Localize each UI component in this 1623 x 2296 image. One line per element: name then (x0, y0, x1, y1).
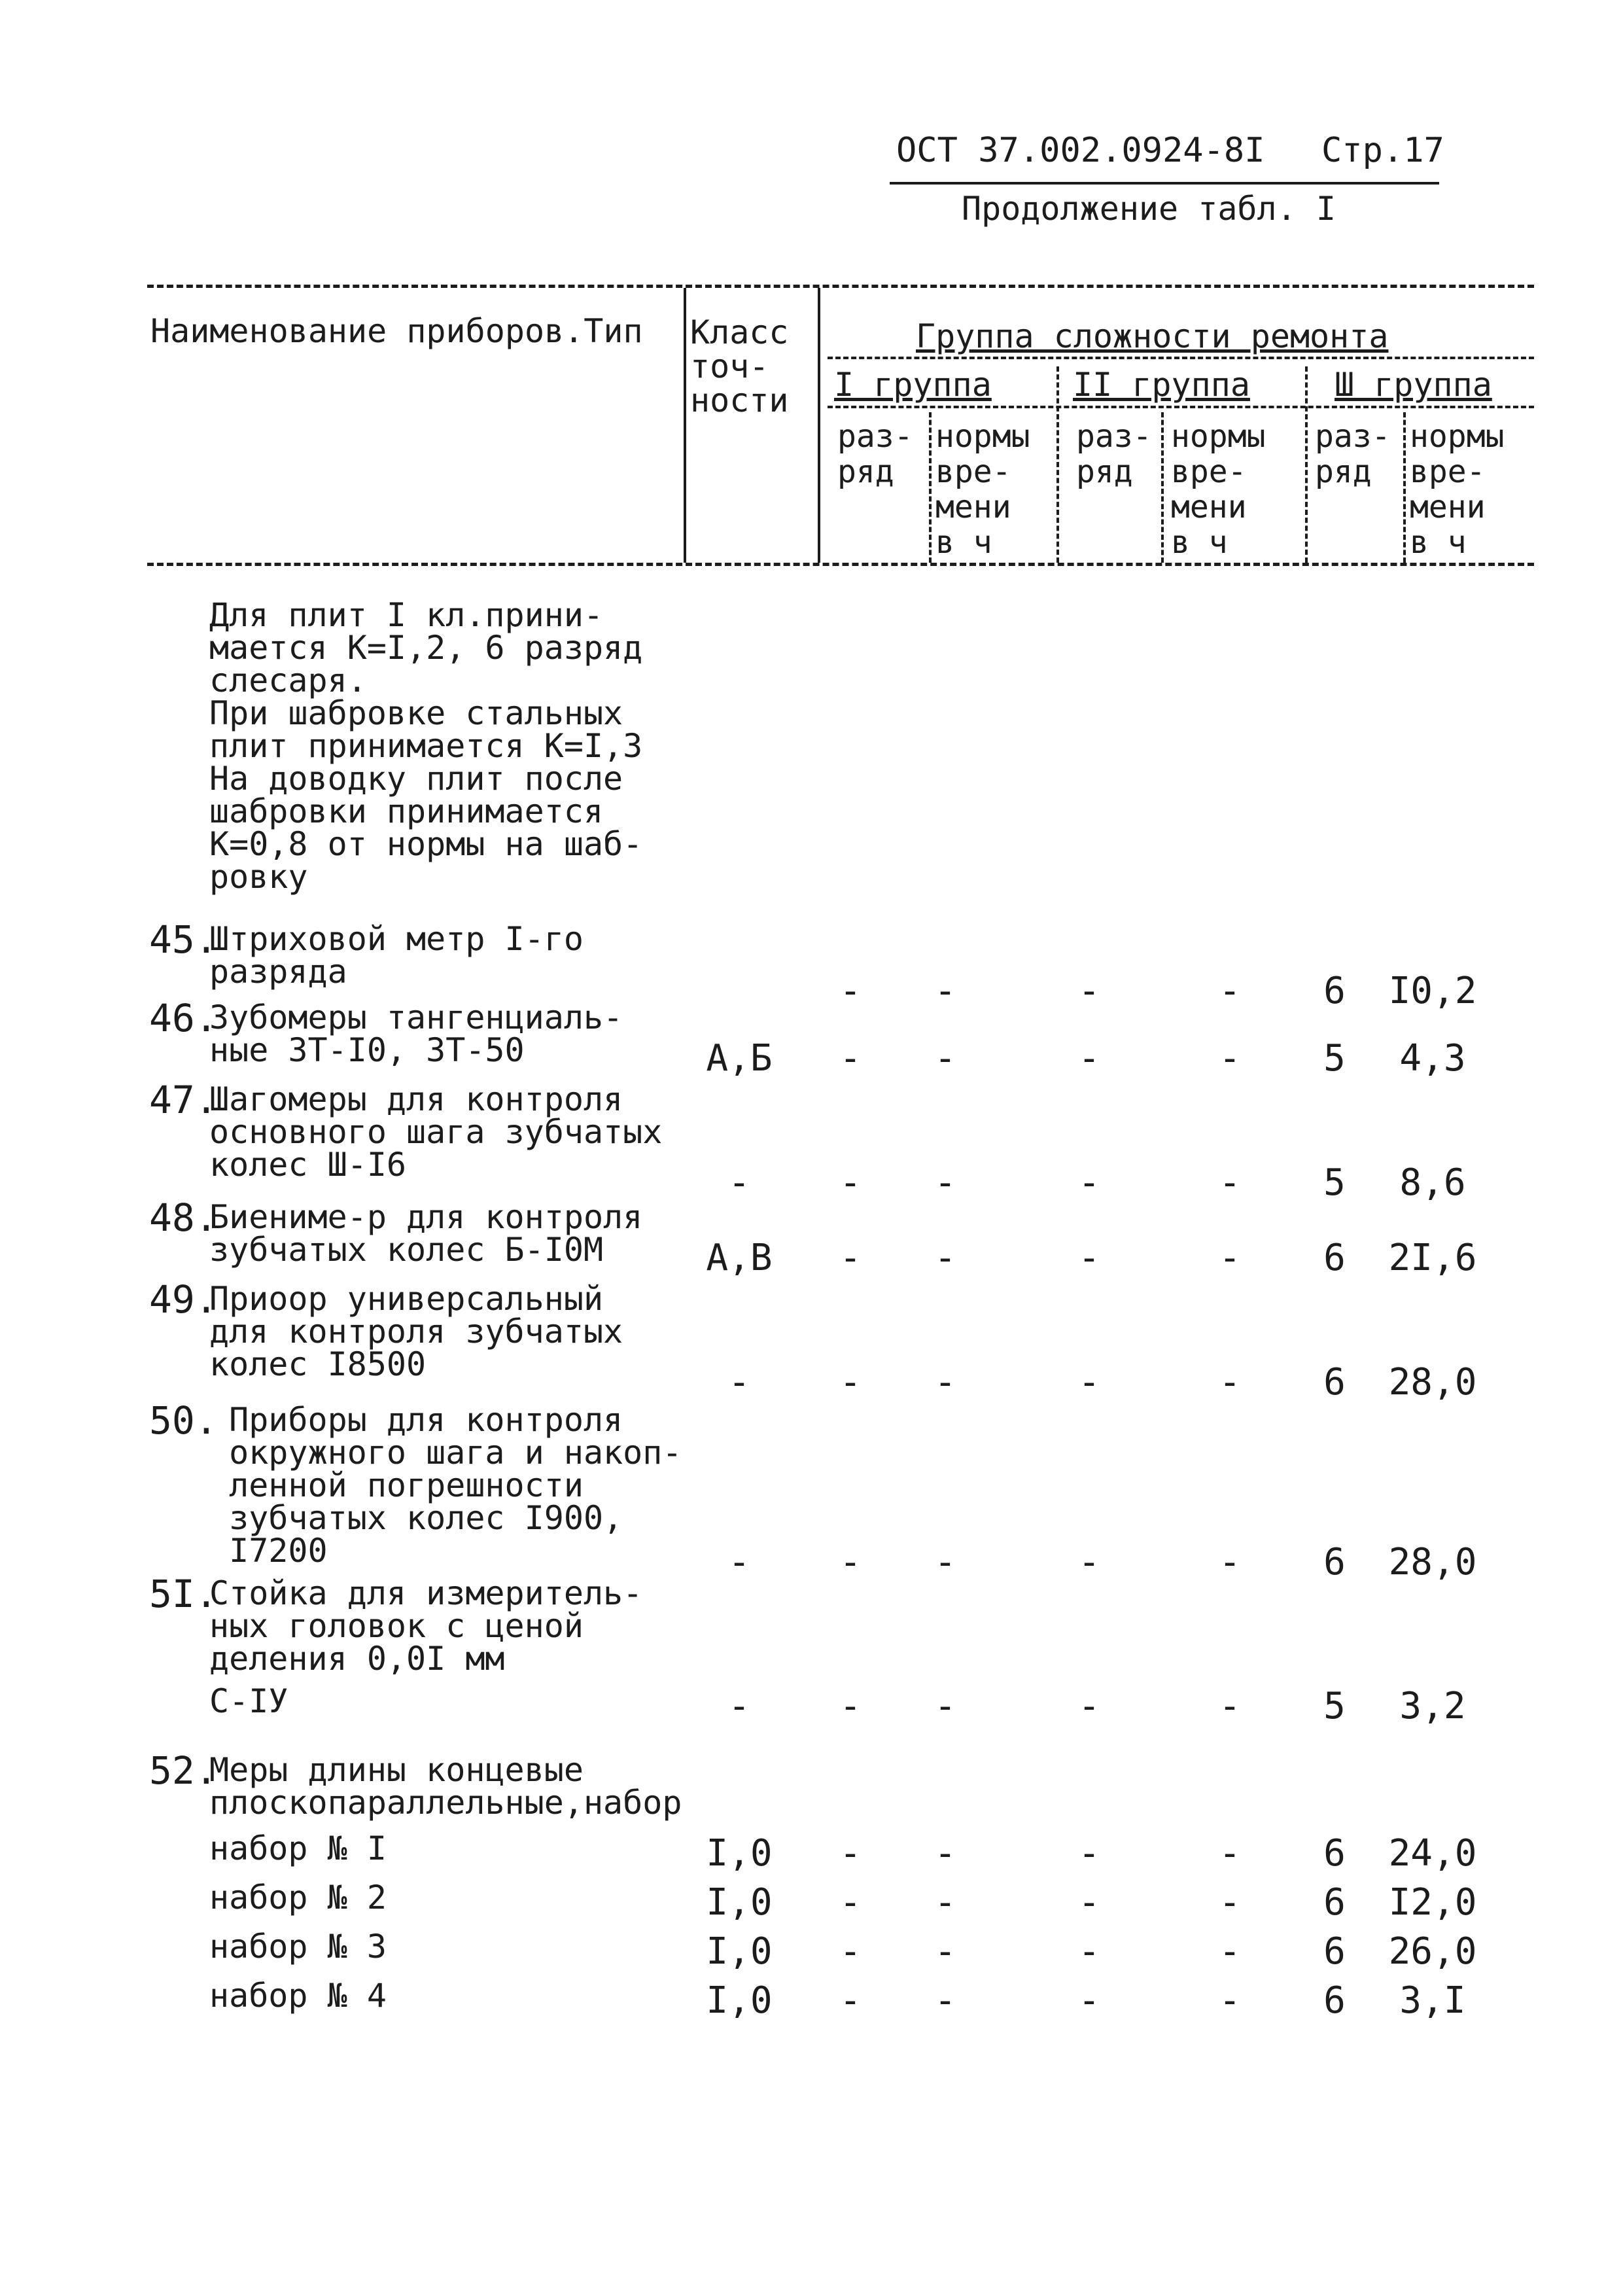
g3-rank-header-1: раз- (1315, 418, 1391, 455)
row-number: 49. (149, 1277, 218, 1322)
row-g2-norm: - (1219, 1930, 1241, 1973)
row-g3-norm: 24,0 (1388, 1832, 1477, 1875)
row-number: 46. (149, 996, 218, 1040)
row-g2-rank: - (1078, 970, 1100, 1012)
row-instrument-name: Шагомеры для контроля основного шага зубчатых колес Ш-I6 (209, 1080, 663, 1184)
table-continuation-label: Продолжение табл. I (962, 190, 1336, 228)
row-g3-norm: 3,2 (1399, 1685, 1466, 1727)
row-instrument-name: набор № I (209, 1829, 387, 1867)
row-g3-norm: 8,6 (1399, 1161, 1466, 1204)
column-divider-groups (818, 288, 820, 563)
row-accuracy-class: I,0 (706, 1930, 773, 1973)
row-number: 45. (149, 917, 218, 962)
g1-norm-header-3: мени (935, 489, 1011, 525)
row-g1-norm: - (934, 970, 956, 1012)
row-g1-rank: - (839, 1979, 862, 2022)
group-3-title: Ш группа (1335, 366, 1492, 404)
row-g3-norm: 3,I (1399, 1979, 1466, 2022)
row-g2-rank: - (1078, 1037, 1100, 1080)
row-accuracy-class: - (728, 1685, 750, 1727)
g3-norm-header-4: в ч (1410, 524, 1467, 561)
row-g2-norm: - (1219, 1541, 1241, 1583)
row-g3-rank: 6 (1323, 1930, 1346, 1973)
column-divider-class (684, 288, 686, 563)
row-g2-rank: - (1078, 1832, 1100, 1875)
row-g1-rank: - (839, 1930, 862, 1973)
row-g1-rank: - (839, 1541, 862, 1583)
row-g1-rank: - (839, 1361, 862, 1404)
row-g1-rank: - (839, 1685, 862, 1727)
column-header-class-line2: точ- (690, 347, 769, 385)
row-g1-norm: - (934, 1541, 956, 1583)
table-header-bottom-rule (147, 563, 1534, 566)
row-g2-norm: - (1219, 1237, 1241, 1279)
row-g3-norm: 2I,6 (1388, 1237, 1477, 1279)
row-g3-norm: I2,0 (1388, 1881, 1477, 1924)
group-names-rule (828, 406, 1534, 408)
row-g1-rank: - (839, 1161, 862, 1204)
row-g2-norm: - (1219, 1361, 1241, 1404)
row-g3-norm: I0,2 (1388, 970, 1477, 1012)
row-accuracy-class: - (728, 1541, 750, 1583)
column-header-class-line3: ности (690, 381, 789, 419)
row-accuracy-class: I,0 (706, 1881, 773, 1924)
row-accuracy-class: I,0 (706, 1979, 773, 2022)
row-instrument-name: С-IУ (209, 1682, 288, 1720)
row-g2-norm: - (1219, 970, 1241, 1012)
row-accuracy-class: - (728, 1161, 750, 1204)
header-rule (890, 182, 1439, 185)
row-g1-rank: - (839, 1881, 862, 1924)
row-g1-norm: - (934, 1979, 956, 2022)
row-g2-norm: - (1219, 1037, 1241, 1080)
row-instrument-name: Меры длины концевые плоскопараллельные,набор (209, 1751, 682, 1822)
g1-norm-header-2: вре- (935, 453, 1011, 490)
row-instrument-name: Приборы для контроля окружного шага и накоп- ленной погрешности зубчатых колес I900, I7200 (229, 1401, 682, 1570)
g3-norm-header-1: нормы (1410, 418, 1505, 455)
g2-norm-header-4: в ч (1171, 524, 1228, 561)
column-header-name: Наименование приборов.Тип (150, 312, 643, 350)
row-g2-rank: - (1078, 1361, 1100, 1404)
row-g2-norm: - (1219, 1161, 1241, 1204)
row-g2-rank: - (1078, 1541, 1100, 1583)
group-2-title: II группа (1073, 366, 1250, 404)
row-g1-rank: - (839, 1237, 862, 1279)
row-g1-norm: - (934, 1930, 956, 1973)
row-g2-rank: - (1078, 1685, 1100, 1727)
g3-rank-header-2: ряд (1315, 453, 1372, 490)
row-accuracy-class: I,0 (706, 1832, 773, 1875)
row-g3-norm: 4,3 (1399, 1037, 1466, 1080)
row-g3-rank: 6 (1323, 970, 1346, 1012)
row-number: 52. (149, 1748, 218, 1793)
column-divider-g2 (1056, 366, 1059, 563)
row-instrument-name: Приоор универсальный для контроля зубчатых колес I8500 (209, 1280, 623, 1383)
g1-norm-header-4: в ч (935, 524, 992, 561)
row-g2-rank: - (1078, 1979, 1100, 2022)
row-number: 47. (149, 1078, 218, 1122)
column-divider-g3 (1305, 366, 1308, 563)
row-instrument-name: Штриховой метр I-го разряда (209, 920, 584, 991)
row-g3-norm: 26,0 (1388, 1930, 1477, 1973)
table-note: Для плит I кл.прини- мается К=I,2, 6 разряд слесаря. При шабровке стальных плит принимается К=I,3 На доводку плит после шабровки принимается К=0,8 от нормы на шаб- ровку (209, 596, 643, 896)
row-g3-rank: 6 (1323, 1237, 1346, 1279)
row-g2-norm: - (1219, 1832, 1241, 1875)
g3-norm-header-3: мени (1410, 489, 1486, 525)
row-g3-rank: 5 (1323, 1685, 1346, 1727)
column-header-class-line1: Класс (690, 313, 789, 351)
row-g1-rank: - (839, 1832, 862, 1875)
row-accuracy-class: А,Б (706, 1037, 773, 1080)
g2-norm-header-1: нормы (1171, 418, 1266, 455)
row-g3-norm: 28,0 (1388, 1361, 1477, 1404)
row-g3-rank: 6 (1323, 1832, 1346, 1875)
page-number: Стр.17 (1321, 131, 1444, 170)
row-g2-norm: - (1219, 1979, 1241, 2022)
group-title-rule (828, 357, 1534, 359)
g2-rank-header-1: раз- (1076, 418, 1152, 455)
row-g2-rank: - (1078, 1161, 1100, 1204)
row-g1-norm: - (934, 1161, 956, 1204)
row-g3-rank: 5 (1323, 1037, 1346, 1080)
row-g1-norm: - (934, 1685, 956, 1727)
row-g3-rank: 6 (1323, 1361, 1346, 1404)
row-instrument-name: набор № 3 (209, 1928, 387, 1966)
row-g2-norm: - (1219, 1685, 1241, 1727)
row-number: 50. (149, 1398, 218, 1443)
table-top-rule (147, 285, 1534, 288)
row-instrument-name: набор № 2 (209, 1879, 387, 1916)
document-code: ОСТ 37.002.0924-8I (896, 131, 1265, 170)
column-divider-g2-norm (1161, 412, 1164, 563)
row-g3-rank: 5 (1323, 1161, 1346, 1204)
row-g2-rank: - (1078, 1881, 1100, 1924)
row-instrument-name: Биениме-р для контроля зубчатых колес Б-I0М (209, 1198, 643, 1269)
g2-norm-header-3: мени (1171, 489, 1247, 525)
g2-rank-header-2: ряд (1076, 453, 1133, 490)
group-title: Группа сложности ремонта (916, 317, 1389, 355)
row-g1-rank: - (839, 1037, 862, 1080)
row-number: 5I. (149, 1572, 218, 1616)
row-g1-norm: - (934, 1037, 956, 1080)
g2-norm-header-2: вре- (1171, 453, 1247, 490)
row-g1-norm: - (934, 1881, 956, 1924)
row-g3-norm: 28,0 (1388, 1541, 1477, 1583)
row-accuracy-class: - (728, 1361, 750, 1404)
row-g1-norm: - (934, 1361, 956, 1404)
g1-rank-header-1: раз- (837, 418, 913, 455)
row-g1-norm: - (934, 1237, 956, 1279)
g1-norm-header-1: нормы (935, 418, 1030, 455)
row-accuracy-class: А,В (706, 1237, 773, 1279)
row-g2-rank: - (1078, 1237, 1100, 1279)
g3-norm-header-2: вре- (1410, 453, 1486, 490)
row-g3-rank: 6 (1323, 1881, 1346, 1924)
column-divider-g1-norm (929, 412, 932, 563)
row-g3-rank: 6 (1323, 1979, 1346, 2022)
g1-rank-header-2: ряд (837, 453, 894, 490)
row-instrument-name: Зубомеры тангенциаль- ные ЗТ-I0, ЗТ-50 (209, 998, 623, 1069)
row-g1-rank: - (839, 970, 862, 1012)
row-g3-rank: 6 (1323, 1541, 1346, 1583)
row-g2-rank: - (1078, 1930, 1100, 1973)
row-instrument-name: набор № 4 (209, 1977, 387, 2015)
row-g1-norm: - (934, 1832, 956, 1875)
group-1-title: I группа (834, 366, 992, 404)
column-divider-g3-norm (1403, 412, 1406, 563)
row-instrument-name: Стойка для измеритель- ных головок с ценой деления 0,0I мм (209, 1574, 643, 1678)
row-g2-norm: - (1219, 1881, 1241, 1924)
row-number: 48. (149, 1195, 218, 1240)
